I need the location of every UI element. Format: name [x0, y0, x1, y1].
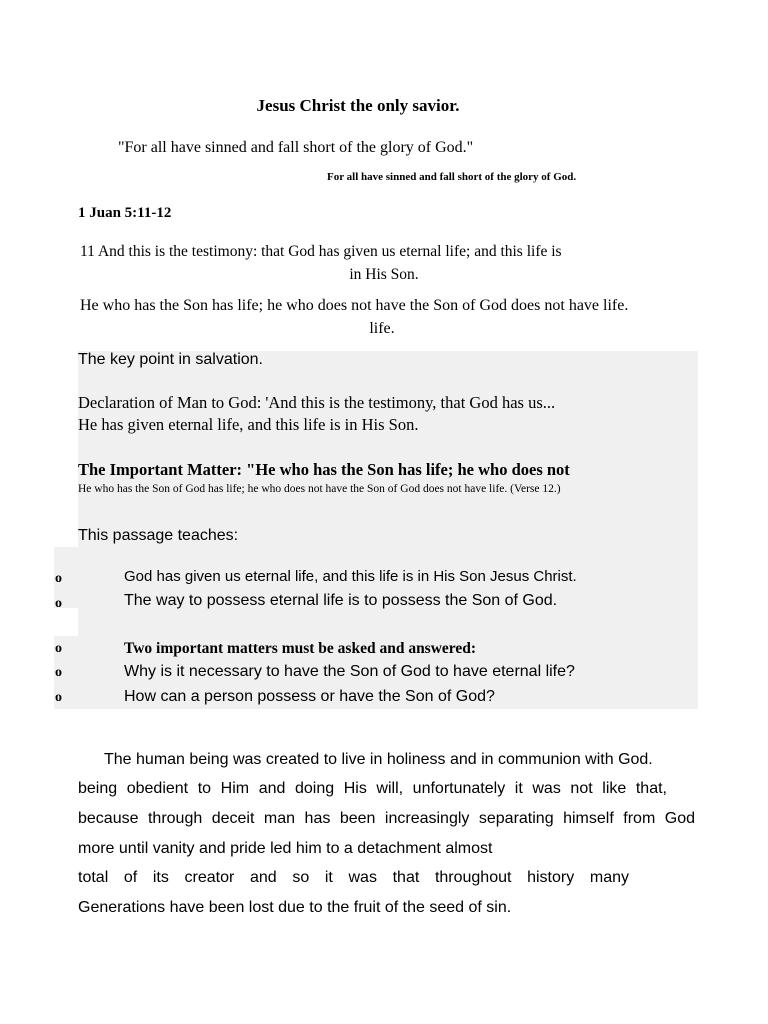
verse-12-line-1: He who has the Son has life; he who does not have the Son of God does not have life.: [80, 297, 629, 314]
list-item: Why is it necessary to have the Son of God to have eternal life?: [124, 663, 575, 680]
list-item: How can a person possess or have the Son of God?: [124, 688, 495, 705]
list-item: Two important matters must be asked and answered:: [124, 640, 477, 657]
paragraph-line: more until vanity and pride led him to a detachment almost: [78, 840, 493, 857]
verse-11-line-2: in His Son.: [349, 266, 419, 283]
page-title: Jesus Christ the only savior.: [256, 96, 460, 115]
passage-teaches-heading: This passage teaches:: [78, 527, 239, 544]
paragraph-line: because through deceit man has been increasingly separating himself from God: [78, 810, 695, 827]
verse-11-line-1: 11 And this is the testimony: that God has given us eternal life; and this life is: [80, 243, 562, 260]
bullet-marker: o: [55, 596, 62, 611]
opening-quote-small: For all have sinned and fall short of the glory of God.: [327, 171, 577, 183]
bullet-marker: o: [55, 641, 62, 656]
verse-12-line-2: life.: [369, 320, 395, 337]
list-item: The way to possess eternal life is to possess the Son of God.: [124, 592, 558, 609]
paragraph-line: Generations have been lost due to the fruit of the seed of sin.: [78, 899, 512, 916]
list-item: God has given us eternal life, and this life is in His Son Jesus Christ.: [124, 568, 577, 585]
key-point-heading: The key point in salvation.: [78, 351, 263, 368]
declaration-line-2: He has given eternal life, and this life is in His Son.: [78, 415, 419, 434]
bullet-marker: o: [55, 571, 62, 586]
declaration-line-1: Declaration of Man to God: 'And this is the testimony, that God has us...: [78, 393, 556, 412]
paragraph-line: being obedient to Him and doing His will, unfortunately it was not like that,: [78, 780, 667, 797]
paragraph-line: The human being was created to live in holiness and in communion with God.: [104, 751, 653, 768]
important-matter: The Important Matter: "He who has the Son has life; he who does not: [78, 460, 570, 479]
scripture-reference: 1 Juan 5:11-12: [78, 205, 172, 221]
important-matter-small: He who has the Son of God has life; he who does not have the Son of God does not have life. (Verse 12.): [78, 483, 561, 495]
opening-quote: "For all have sinned and fall short of the glory of God.": [118, 139, 474, 156]
bullet-marker: o: [55, 665, 62, 680]
bullet-marker: o: [55, 690, 62, 705]
paragraph-line: total of its creator and so it was that throughout history many: [78, 869, 629, 886]
